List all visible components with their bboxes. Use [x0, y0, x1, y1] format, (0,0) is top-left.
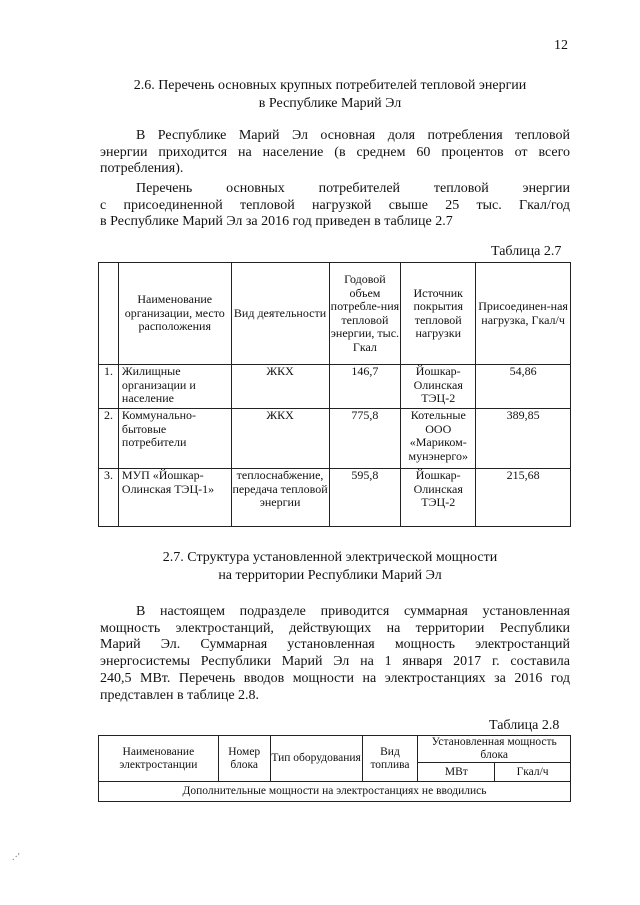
header-gcal: Гкал/ч	[495, 763, 571, 782]
row-volume: 146,7	[329, 365, 401, 409]
row-number: 1.	[99, 365, 119, 409]
table-2-8-caption: Таблица 2.8	[489, 718, 560, 733]
paragraph-line: Перечень основных потребителей тепловой энергии	[136, 181, 570, 196]
header-capacity: Установленная мощность блока	[418, 736, 571, 763]
header-activity: Вид деятельности	[231, 263, 329, 365]
table-row	[99, 782, 571, 802]
section-2-7-heading-line1: 2.7. Структура установленной электрической мощности	[162, 550, 498, 565]
row-number: 3.	[99, 469, 119, 527]
row-activity: ЖКХ	[231, 409, 329, 469]
row-organization: Коммунально-бытовые потребители	[118, 409, 231, 469]
table-row	[99, 469, 571, 527]
row-number: 2.	[99, 409, 119, 469]
table-2-8	[98, 735, 571, 802]
row-organization: Жилищные организации и население	[118, 365, 231, 409]
header-organization: Наименование организации, место расположения	[118, 263, 231, 365]
header-volume: Годовой объем потребле-ния тепловой энергии, тыс. Гкал	[329, 263, 401, 365]
section-2-7-paragraph	[100, 604, 570, 704]
paragraph-line: В настоящем подразделе приводится суммарная установленная	[136, 604, 570, 619]
paragraph-line: Марий Эл. Суммарная установленная мощность электростанций	[100, 637, 570, 653]
table-2-8-note: Дополнительные мощности на электростанциях не вводились	[99, 782, 571, 802]
header-load: Присоединен-ная нагрузка, Гкал/ч	[476, 263, 571, 365]
section-2-6-heading-line1: 2.6. Перечень основных крупных потребителей тепловой энергии	[133, 78, 527, 93]
paragraph-line: энергии приходится на население (в среднем 60 процентов от всего	[100, 144, 570, 160]
row-source: Йошкар-Олинская ТЭЦ-2	[401, 469, 476, 527]
paragraph-line: с присоединенной тепловой нагрузкой свыше 25 тыс. Гкал/год	[100, 197, 570, 213]
row-source: Йошкар-Олинская ТЭЦ-2	[401, 365, 476, 409]
section-2-6-heading-line2: в Республике Марий Эл	[258, 96, 402, 111]
table-row	[99, 365, 571, 409]
table-2-7	[98, 262, 571, 527]
row-organization: МУП «Йошкар-Олинская ТЭЦ-1»	[118, 469, 231, 527]
section-2-6-paragraph-1	[100, 128, 570, 178]
paragraph-line: энергосистемы Республики Марий Эл на 1 января 2017 г. составила	[100, 654, 570, 670]
page-number: 12	[554, 38, 568, 53]
table-row	[99, 409, 571, 469]
paragraph-line: мощность электростанций, действующих на территории Республики	[100, 620, 570, 636]
row-source: Котельные ООО «Мариком-мунэнерго»	[401, 409, 476, 469]
row-volume: 775,8	[329, 409, 401, 469]
header-equipment: Тип оборудования	[270, 736, 362, 782]
row-load: 54,86	[476, 365, 571, 409]
header-number	[99, 263, 119, 365]
section-2-7-heading	[100, 549, 560, 585]
row-load: 389,85	[476, 409, 571, 469]
section-2-6-paragraph-2	[100, 181, 570, 231]
paragraph-line: в Республике Марий Эл за 2016 год приведен в таблице 2.7	[100, 214, 453, 229]
row-activity: ЖКХ	[231, 365, 329, 409]
header-unit: Номер блока	[218, 736, 270, 782]
section-2-7-heading-line2: на территории Республики Марий Эл	[218, 568, 442, 583]
section-2-6-heading	[100, 77, 560, 113]
header-mw: МВт	[418, 763, 495, 782]
row-activity: теплоснабжение, передача тепловой энергии	[231, 469, 329, 527]
header-station: Наименование электростанции	[99, 736, 219, 782]
paragraph-line: 240,5 МВт. Перечень вводов мощности на электростанциях за 2016 год	[100, 670, 570, 686]
row-volume: 595,8	[329, 469, 401, 527]
scan-speck: .·'	[12, 852, 20, 863]
row-load: 215,68	[476, 469, 571, 527]
header-source: Источник покрытия тепловой нагрузки	[401, 263, 476, 365]
header-fuel: Вид топлива	[362, 736, 418, 782]
table-2-7-caption: Таблица 2.7	[491, 244, 562, 259]
paragraph-line: представлен в таблице 2.8.	[100, 687, 260, 703]
paragraph-line: В Республике Марий Эл основная доля потребления тепловой	[136, 128, 570, 143]
table-2-8-header-row	[99, 736, 571, 763]
paragraph-line: потребления).	[100, 161, 184, 176]
table-2-7-header-row	[99, 263, 571, 365]
